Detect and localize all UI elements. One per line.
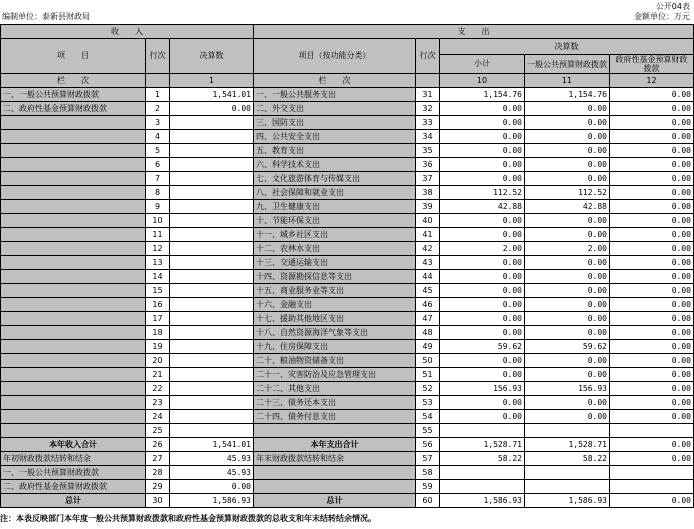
income-item [1, 410, 146, 424]
expense-gov-fund: 0.00 [610, 186, 694, 200]
income-amount: 1,586.93 [170, 494, 254, 508]
table-row [1, 102, 694, 116]
expense-gov-fund: 0.00 [610, 438, 694, 452]
expense-row-no: 35 [416, 144, 440, 158]
expense-general-budget [525, 466, 610, 480]
income-amount [170, 410, 254, 424]
income-amount: 0.00 [170, 102, 254, 116]
table-row [1, 452, 694, 466]
expense-subtotal: 0.00 [440, 354, 525, 368]
income-row-no: 21 [146, 368, 170, 382]
expense-item: 二、外交支出 [254, 102, 416, 116]
expense-subtotal: 0.00 [440, 116, 525, 130]
expense-gov-fund: 0.00 [610, 354, 694, 368]
income-item: 本年收入合计 [1, 438, 146, 452]
income-item [1, 256, 146, 270]
income-row-no: 8 [146, 186, 170, 200]
expense-row-no: 39 [416, 200, 440, 214]
column-index-label-right: 栏 次 [254, 74, 416, 88]
income-amount [170, 158, 254, 172]
expense-item: 二十、粮油物资储备支出 [254, 354, 416, 368]
expense-general-budget: 156.93 [525, 382, 610, 396]
expense-item: 八、社会保障和就业支出 [254, 186, 416, 200]
expense-gov-fund: 0.00 [610, 298, 694, 312]
income-item-header: 项 目 [1, 39, 146, 74]
expense-subtotal: 0.00 [440, 270, 525, 284]
general-budget-index: 11 [525, 74, 610, 88]
expense-row-no: 43 [416, 256, 440, 270]
income-amount-index: 1 [170, 74, 254, 88]
income-row-no: 14 [146, 270, 170, 284]
income-row-no: 17 [146, 312, 170, 326]
expense-general-budget: 0.00 [525, 312, 610, 326]
income-row-no: 24 [146, 410, 170, 424]
expense-gov-fund [610, 424, 694, 438]
expense-subtotal: 0.00 [440, 298, 525, 312]
expense-row-no: 52 [416, 382, 440, 396]
compiling-unit: 编制单位：泰新县财政局 [2, 12, 90, 21]
income-item [1, 214, 146, 228]
income-item [1, 326, 146, 340]
income-item: 一、一般公共预算财政拨款 [1, 466, 146, 480]
expense-gov-fund: 0.00 [610, 88, 694, 102]
expense-item [254, 466, 416, 480]
expense-general-budget: 42.88 [525, 200, 610, 214]
income-amount [170, 130, 254, 144]
income-item [1, 242, 146, 256]
income-row-no: 18 [146, 326, 170, 340]
expense-general-budget: 0.00 [525, 172, 610, 186]
expense-item: 九、卫生健康支出 [254, 200, 416, 214]
income-amount [170, 116, 254, 130]
expense-subtotal: 0.00 [440, 410, 525, 424]
expense-item: 十一、城乡社区支出 [254, 228, 416, 242]
expense-general-budget: 0.00 [525, 102, 610, 116]
expense-item: 二十四、债务付息支出 [254, 410, 416, 424]
income-amount [170, 228, 254, 242]
table-row [1, 354, 694, 368]
expense-item: 十三、交通运输支出 [254, 256, 416, 270]
expense-gov-fund: 0.00 [610, 102, 694, 116]
table-row [1, 172, 694, 186]
expense-subtotal: 0.00 [440, 256, 525, 270]
expense-subtotal: 0.00 [440, 284, 525, 298]
expense-row-no: 57 [416, 452, 440, 466]
income-amount [170, 382, 254, 396]
expense-row-no: 51 [416, 368, 440, 382]
income-item [1, 368, 146, 382]
income-row-no: 7 [146, 172, 170, 186]
income-item: 一、一般公共预算财政拨款 [1, 88, 146, 102]
income-row-no: 23 [146, 396, 170, 410]
income-item [1, 340, 146, 354]
income-amount: 45.93 [170, 466, 254, 480]
income-amount [170, 340, 254, 354]
expense-item: 二十二、其他支出 [254, 382, 416, 396]
income-amount [170, 172, 254, 186]
income-amount [170, 144, 254, 158]
expense-item: 年末财政拨款结转和结余 [254, 452, 416, 466]
expense-general-budget: 2.00 [525, 242, 610, 256]
income-row-no: 26 [146, 438, 170, 452]
income-amount [170, 298, 254, 312]
expense-row-no-index [416, 74, 440, 88]
expense-gov-fund: 0.00 [610, 256, 694, 270]
income-amount [170, 270, 254, 284]
expense-subtotal: 59.62 [440, 340, 525, 354]
expense-subtotal: 0.00 [440, 396, 525, 410]
expense-row-no: 32 [416, 102, 440, 116]
expense-general-budget: 0.00 [525, 298, 610, 312]
expense-gov-fund [610, 480, 694, 494]
expense-gov-fund: 0.00 [610, 382, 694, 396]
expense-general-budget: 0.00 [525, 158, 610, 172]
table-row [1, 144, 694, 158]
table-row [1, 116, 694, 130]
expense-gov-fund: 0.00 [610, 130, 694, 144]
table-row [1, 186, 694, 200]
income-item [1, 186, 146, 200]
table-row [1, 242, 694, 256]
income-item [1, 228, 146, 242]
expense-row-no: 34 [416, 130, 440, 144]
expense-row-no: 48 [416, 326, 440, 340]
expense-row-no: 40 [416, 214, 440, 228]
income-row-no: 11 [146, 228, 170, 242]
income-item: 年初财政拨款结转和结余 [1, 452, 146, 466]
subtotal-header: 小计 [440, 55, 525, 74]
income-row-no: 4 [146, 130, 170, 144]
expense-row-no: 44 [416, 270, 440, 284]
income-item [1, 354, 146, 368]
expense-row-no: 53 [416, 396, 440, 410]
row-no-index [146, 74, 170, 88]
expense-item: 三、国防支出 [254, 116, 416, 130]
expense-row-no: 38 [416, 186, 440, 200]
income-item: 总计 [1, 494, 146, 508]
expense-subtotal: 0.00 [440, 172, 525, 186]
expense-gov-fund: 0.00 [610, 242, 694, 256]
income-item [1, 130, 146, 144]
expense-row-no: 31 [416, 88, 440, 102]
expense-subtotal: 0.00 [440, 228, 525, 242]
income-item [1, 396, 146, 410]
income-amount [170, 424, 254, 438]
expense-general-budget: 0.00 [525, 284, 610, 298]
income-item [1, 144, 146, 158]
expense-general-budget: 0.00 [525, 116, 610, 130]
expense-subtotal: 1,154.76 [440, 88, 525, 102]
expense-subtotal: 1,586.93 [440, 494, 525, 508]
income-amount: 1,541.01 [170, 438, 254, 452]
income-item: 二、政府性基金预算财政拨款 [1, 102, 146, 116]
expense-gov-fund: 0.00 [610, 158, 694, 172]
table-row [1, 270, 694, 284]
form-number: 公开04表 [655, 2, 690, 11]
expense-item: 十、节能环保支出 [254, 214, 416, 228]
expense-row-no: 36 [416, 158, 440, 172]
expense-gov-fund: 0.00 [610, 340, 694, 354]
expense-subtotal: 1,528.71 [440, 438, 525, 452]
table-row [1, 424, 694, 438]
income-item [1, 298, 146, 312]
expense-item: 十二、农林水支出 [254, 242, 416, 256]
table-footnote: 注：本表反映部门本年度一般公共预算财政拨款和政府性基金预算财政拨款的总收支和年末结转结余情况。 [0, 514, 376, 523]
expense-subtotal [440, 424, 525, 438]
expense-item: 十九、住房保障支出 [254, 340, 416, 354]
expense-general-budget: 0.00 [525, 270, 610, 284]
expense-gov-fund: 0.00 [610, 200, 694, 214]
income-amount [170, 200, 254, 214]
income-amount: 1,541.01 [170, 88, 254, 102]
expense-item [254, 480, 416, 494]
expense-item: 十六、金融支出 [254, 298, 416, 312]
expense-item: 七、文化旅游体育与传媒支出 [254, 172, 416, 186]
income-row-no: 5 [146, 144, 170, 158]
income-item [1, 312, 146, 326]
income-row-no: 15 [146, 284, 170, 298]
income-item [1, 172, 146, 186]
column-index-label: 栏 次 [1, 74, 146, 88]
expense-general-budget: 0.00 [525, 396, 610, 410]
income-amount [170, 214, 254, 228]
expense-general-budget: 0.00 [525, 354, 610, 368]
income-amount: 45.93 [170, 452, 254, 466]
table-row [1, 158, 694, 172]
expense-item: 二十三、债务还本支出 [254, 396, 416, 410]
expense-subtotal [440, 466, 525, 480]
expense-row-no: 54 [416, 410, 440, 424]
table-row [1, 284, 694, 298]
expense-item: 二十一、灾害防治及应急管理支出 [254, 368, 416, 382]
table-row [1, 396, 694, 410]
expense-subtotal [440, 480, 525, 494]
income-row-no: 19 [146, 340, 170, 354]
expense-subtotal: 112.52 [440, 186, 525, 200]
expense-general-budget [525, 480, 610, 494]
income-amount [170, 354, 254, 368]
table-row [1, 438, 694, 452]
income-amount [170, 256, 254, 270]
table-row [1, 312, 694, 326]
income-amount [170, 186, 254, 200]
expense-general-budget: 0.00 [525, 368, 610, 382]
income-row-no: 9 [146, 200, 170, 214]
table-row [1, 382, 694, 396]
expense-subtotal: 0.00 [440, 144, 525, 158]
income-item [1, 200, 146, 214]
income-row-no: 29 [146, 480, 170, 494]
expense-item: 一、一般公共服务支出 [254, 88, 416, 102]
expense-row-no-header: 行次 [416, 39, 440, 74]
expense-subtotal: 156.93 [440, 382, 525, 396]
expense-row-no: 46 [416, 298, 440, 312]
expense-row-no: 58 [416, 466, 440, 480]
expense-subtotal: 0.00 [440, 312, 525, 326]
currency-unit: 金额单位：万元 [634, 12, 690, 21]
expense-subtotal: 0.00 [440, 102, 525, 116]
table-row [1, 340, 694, 354]
expense-general-budget: 0.00 [525, 214, 610, 228]
expense-general-budget: 1,528.71 [525, 438, 610, 452]
expense-general-budget: 112.52 [525, 186, 610, 200]
table-row [1, 88, 694, 102]
expense-general-budget: 1,154.76 [525, 88, 610, 102]
expense-general-budget: 0.00 [525, 326, 610, 340]
table-row [1, 256, 694, 270]
expense-general-budget: 58.22 [525, 452, 610, 466]
income-row-no: 27 [146, 452, 170, 466]
expense-row-no: 45 [416, 284, 440, 298]
income-row-no: 20 [146, 354, 170, 368]
income-row-no: 12 [146, 242, 170, 256]
income-amount [170, 326, 254, 340]
expense-gov-fund: 0.00 [610, 214, 694, 228]
expense-general-budget: 0.00 [525, 228, 610, 242]
gov-fund-header: 政府性基金预算财政拨款 [610, 55, 694, 74]
income-row-no: 25 [146, 424, 170, 438]
expense-row-no: 42 [416, 242, 440, 256]
expense-row-no: 49 [416, 340, 440, 354]
expense-row-no: 47 [416, 312, 440, 326]
expense-subtotal: 0.00 [440, 368, 525, 382]
subtotal-index: 10 [440, 74, 525, 88]
expense-subtotal: 2.00 [440, 242, 525, 256]
expense-row-no: 33 [416, 116, 440, 130]
expense-row-no: 60 [416, 494, 440, 508]
expense-row-no: 55 [416, 424, 440, 438]
income-amount [170, 242, 254, 256]
general-budget-header: 一般公共预算财政拨款 [525, 55, 610, 74]
expense-item-header: 项目（按功能分类） [254, 39, 416, 74]
income-amount-header: 决算数 [170, 39, 254, 74]
expense-row-no: 59 [416, 480, 440, 494]
expense-row-no: 50 [416, 354, 440, 368]
income-amount [170, 368, 254, 382]
expense-row-no: 56 [416, 438, 440, 452]
income-row-no: 13 [146, 256, 170, 270]
expense-gov-fund: 0.00 [610, 410, 694, 424]
income-item [1, 158, 146, 172]
income-header: 收 入 [1, 25, 254, 39]
expense-subtotal: 0.00 [440, 326, 525, 340]
table-row [1, 200, 694, 214]
income-item [1, 424, 146, 438]
fiscal-budget-table [0, 24, 694, 508]
expense-gov-fund: 0.00 [610, 144, 694, 158]
expense-header: 支 出 [254, 25, 694, 39]
table-row [1, 466, 694, 480]
table-row [1, 214, 694, 228]
expense-gov-fund: 0.00 [610, 228, 694, 242]
expense-item [254, 424, 416, 438]
expense-gov-fund: 0.00 [610, 312, 694, 326]
expense-amount-header: 决算数 [440, 39, 694, 55]
income-row-no: 2 [146, 102, 170, 116]
income-item [1, 270, 146, 284]
expense-subtotal: 0.00 [440, 130, 525, 144]
income-row-no-header: 行次 [146, 39, 170, 74]
income-item [1, 116, 146, 130]
expense-row-no: 37 [416, 172, 440, 186]
expense-item: 本年支出合计 [254, 438, 416, 452]
table-row [1, 494, 694, 508]
table-row [1, 228, 694, 242]
expense-item: 五、教育支出 [254, 144, 416, 158]
expense-item: 十四、资源勘探信息等支出 [254, 270, 416, 284]
income-amount: 0.00 [170, 480, 254, 494]
expense-subtotal: 58.22 [440, 452, 525, 466]
table-row [1, 368, 694, 382]
expense-gov-fund: 0.00 [610, 396, 694, 410]
income-item: 二、政府性基金预算财政拨款 [1, 480, 146, 494]
expense-gov-fund [610, 466, 694, 480]
income-row-no: 28 [146, 466, 170, 480]
income-row-no: 10 [146, 214, 170, 228]
expense-general-budget [525, 424, 610, 438]
expense-gov-fund: 0.00 [610, 172, 694, 186]
expense-general-budget: 0.00 [525, 144, 610, 158]
expense-general-budget: 1,586.93 [525, 494, 610, 508]
expense-row-no: 41 [416, 228, 440, 242]
expense-general-budget: 0.00 [525, 256, 610, 270]
expense-gov-fund: 0.00 [610, 494, 694, 508]
expense-gov-fund: 0.00 [610, 326, 694, 340]
expense-subtotal: 0.00 [440, 158, 525, 172]
table-row [1, 326, 694, 340]
table-row [1, 298, 694, 312]
income-row-no: 22 [146, 382, 170, 396]
table-row [1, 130, 694, 144]
expense-item: 十五、商业服务业等支出 [254, 284, 416, 298]
expense-gov-fund: 0.00 [610, 368, 694, 382]
income-row-no: 6 [146, 158, 170, 172]
expense-item: 总计 [254, 494, 416, 508]
expense-general-budget: 0.00 [525, 410, 610, 424]
income-item [1, 284, 146, 298]
income-item [1, 382, 146, 396]
expense-item: 十八、自然资源海洋气象等支出 [254, 326, 416, 340]
table-row [1, 480, 694, 494]
table-row [1, 410, 694, 424]
expense-general-budget: 0.00 [525, 130, 610, 144]
income-amount [170, 396, 254, 410]
expense-subtotal: 0.00 [440, 214, 525, 228]
expense-subtotal: 42.88 [440, 200, 525, 214]
expense-gov-fund: 0.00 [610, 270, 694, 284]
expense-general-budget: 59.62 [525, 340, 610, 354]
expense-item: 六、科学技术支出 [254, 158, 416, 172]
expense-gov-fund: 0.00 [610, 452, 694, 466]
income-row-no: 3 [146, 116, 170, 130]
income-row-no: 30 [146, 494, 170, 508]
income-row-no: 16 [146, 298, 170, 312]
expense-gov-fund: 0.00 [610, 116, 694, 130]
income-amount [170, 312, 254, 326]
expense-item: 四、公共安全支出 [254, 130, 416, 144]
gov-fund-index: 12 [610, 74, 694, 88]
income-row-no: 1 [146, 88, 170, 102]
expense-gov-fund: 0.00 [610, 284, 694, 298]
expense-item: 十七、援助其他地区支出 [254, 312, 416, 326]
table-body [1, 88, 694, 508]
income-amount [170, 284, 254, 298]
